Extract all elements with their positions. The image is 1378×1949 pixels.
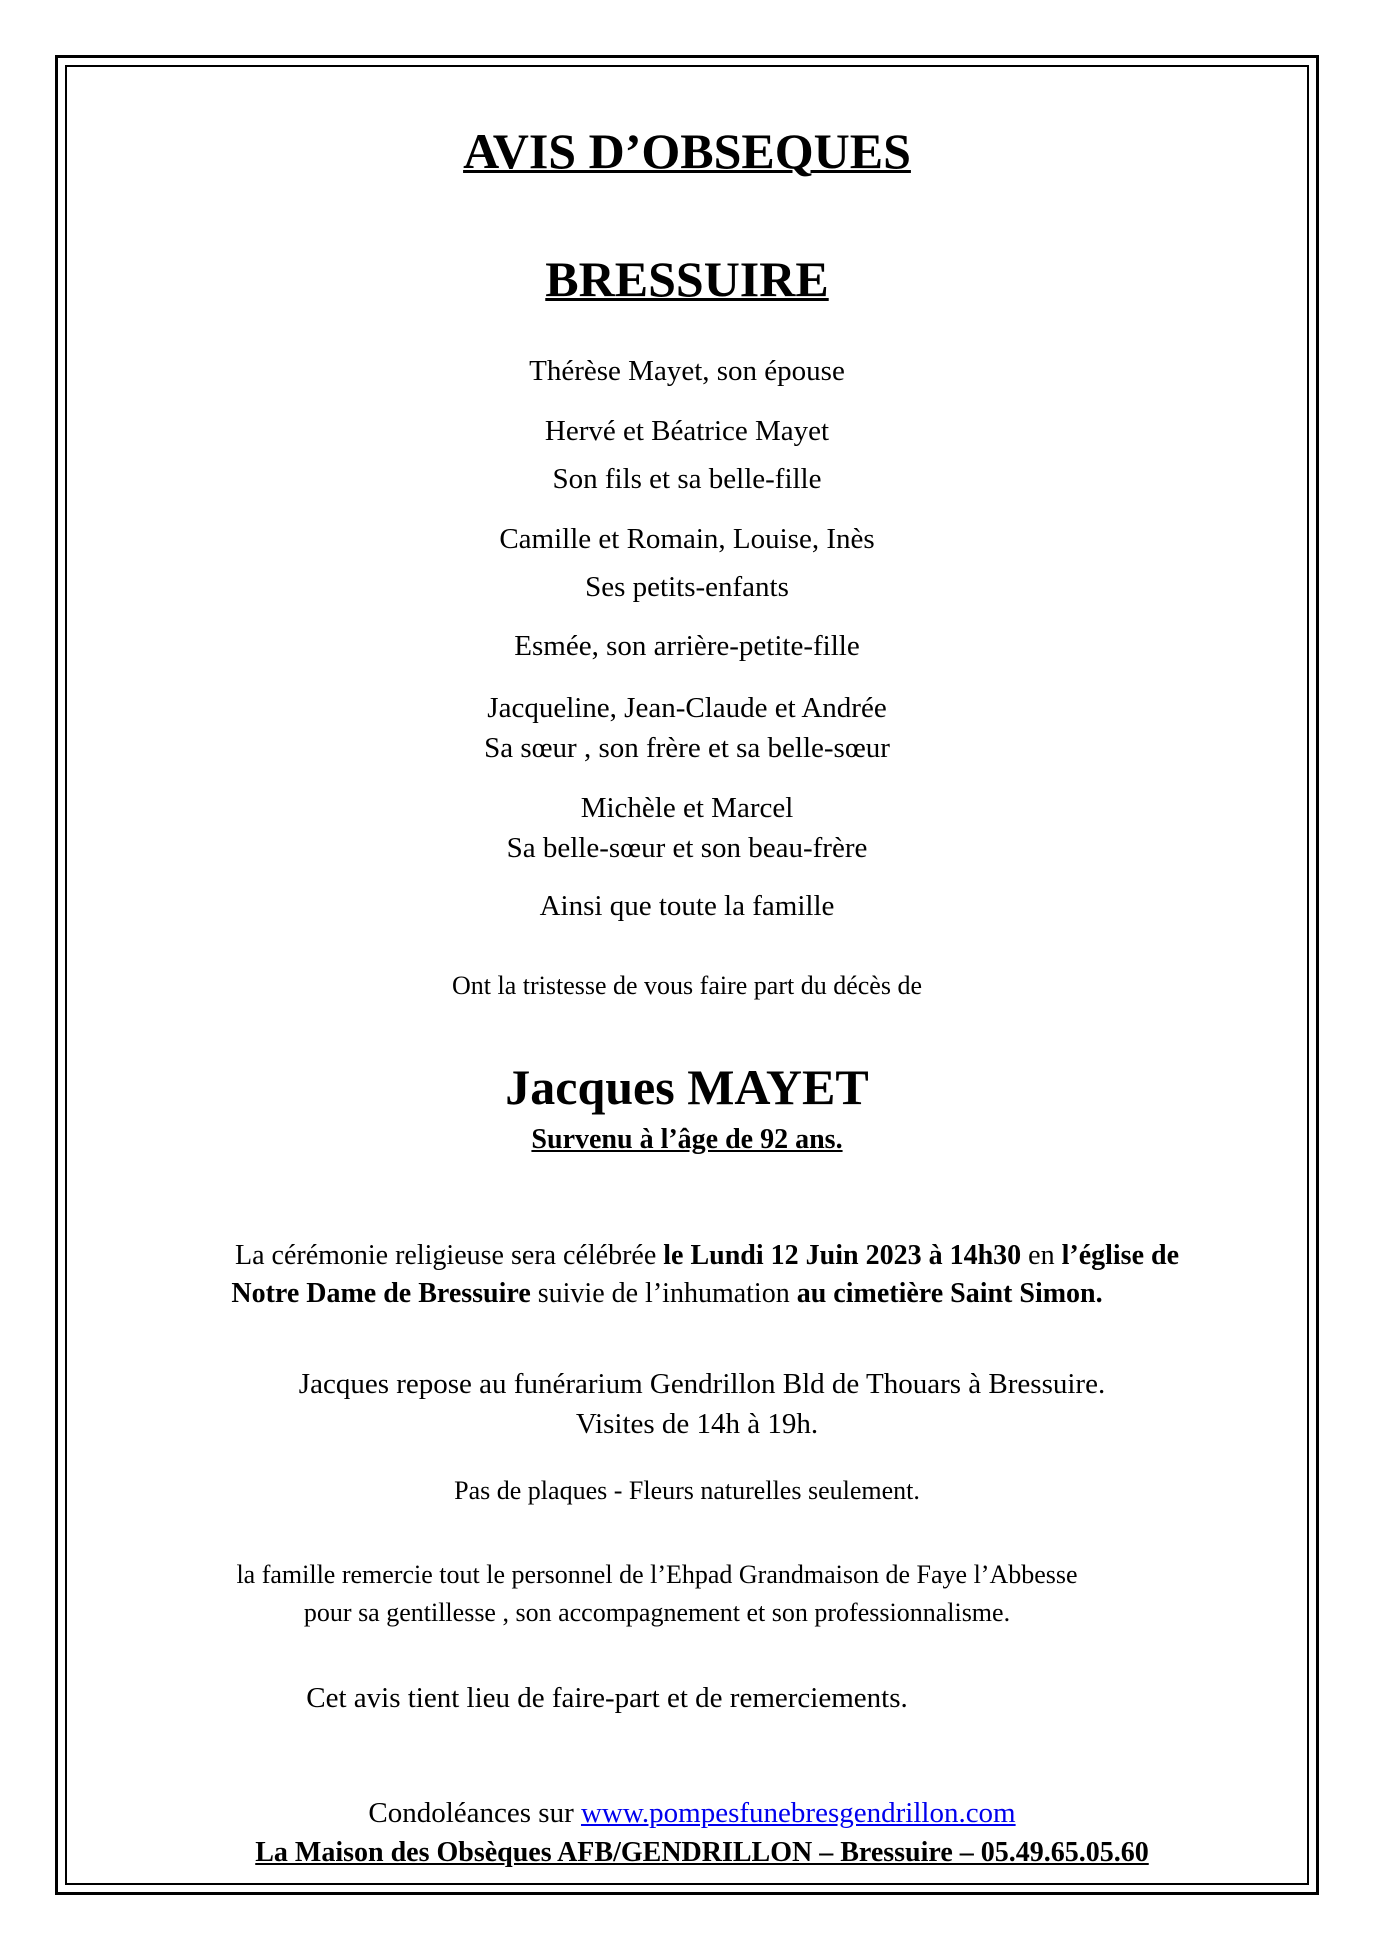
family-line-8: Sa sœur , son frère et sa belle-sœur [484,732,890,764]
rest-line-1: Jacques repose au funérarium Gendrillon Bld de Thouars à Bressuire. [298,1368,1106,1400]
ceremony-place-1: l’église de [1061,1240,1180,1271]
deceased-name: Jacques MAYET [505,1059,869,1115]
notice-title: AVIS D’OBSEQUES [463,123,911,179]
family-line-2: Hervé et Béatrice Mayet [544,415,830,447]
family-line-1: Thérèse Mayet, son épouse [529,355,845,387]
city-title: BRESSUIRE [545,251,829,307]
condolences-label: Condoléances sur [368,1797,581,1829]
family-line-5: Ses petits-enfants [585,571,789,603]
family-line-11: Ainsi que toute la famille [539,890,835,922]
family-line-9: Michèle et Marcel [580,792,794,824]
rest-line-2: Visites de 14h à 19h. [575,1408,819,1440]
funeral-home-footer: La Maison des Obsèques AFB/GENDRILLON – Bressuire – 05.49.65.05.60 [255,1837,1149,1868]
ceremony-line-2 [50,1278,1284,1310]
condolences-line [75,1797,1309,1830]
family-line-6: Esmée, son arrière-petite-fille [514,630,860,662]
thanks-line-2: pour sa gentillesse , son accompagnement et son professionnalisme. [303,1598,1011,1627]
closing-notice: Cet avis tient lieu de faire-part et de remerciements. [306,1682,908,1714]
family-line-3: Son fils et sa belle-fille [552,463,822,495]
family-line-7: Jacqueline, Jean-Claude et Andrée [487,692,887,724]
ceremony-date: le Lundi 12 Juin 2023 à 14h30 [663,1240,1022,1271]
family-line-4: Camille et Romain, Louise, Inès [499,523,875,555]
ceremony-place-2: Notre Dame de Bressuire [231,1278,531,1309]
family-line-10: Sa belle-sœur et son beau-frère [506,832,868,864]
ceremony-text-2: en [1021,1240,1062,1271]
ceremony-text-1: La cérémonie religieuse sera célébrée [234,1240,664,1271]
ceremony-cemetery: au cimetière Saint Simon. [796,1278,1103,1309]
condolences-website-link[interactable]: www.pompesfunebresgendrillon.com [580,1797,1016,1829]
flowers-text: Pas de plaques - Fleurs naturelles seulement. [454,1476,920,1505]
thanks-line-1: la famille remercie tout le personnel de l’Ehpad Grandmaison de Faye l’Abbesse [236,1560,1078,1589]
announcement-text: Ont la tristesse de vous faire part du décès de [451,971,922,1000]
ceremony-line-1 [90,1240,1324,1272]
ceremony-text-3: suivie de l’inhumation [530,1278,797,1309]
deceased-age: Survenu à l’âge de 92 ans. [531,1124,843,1155]
